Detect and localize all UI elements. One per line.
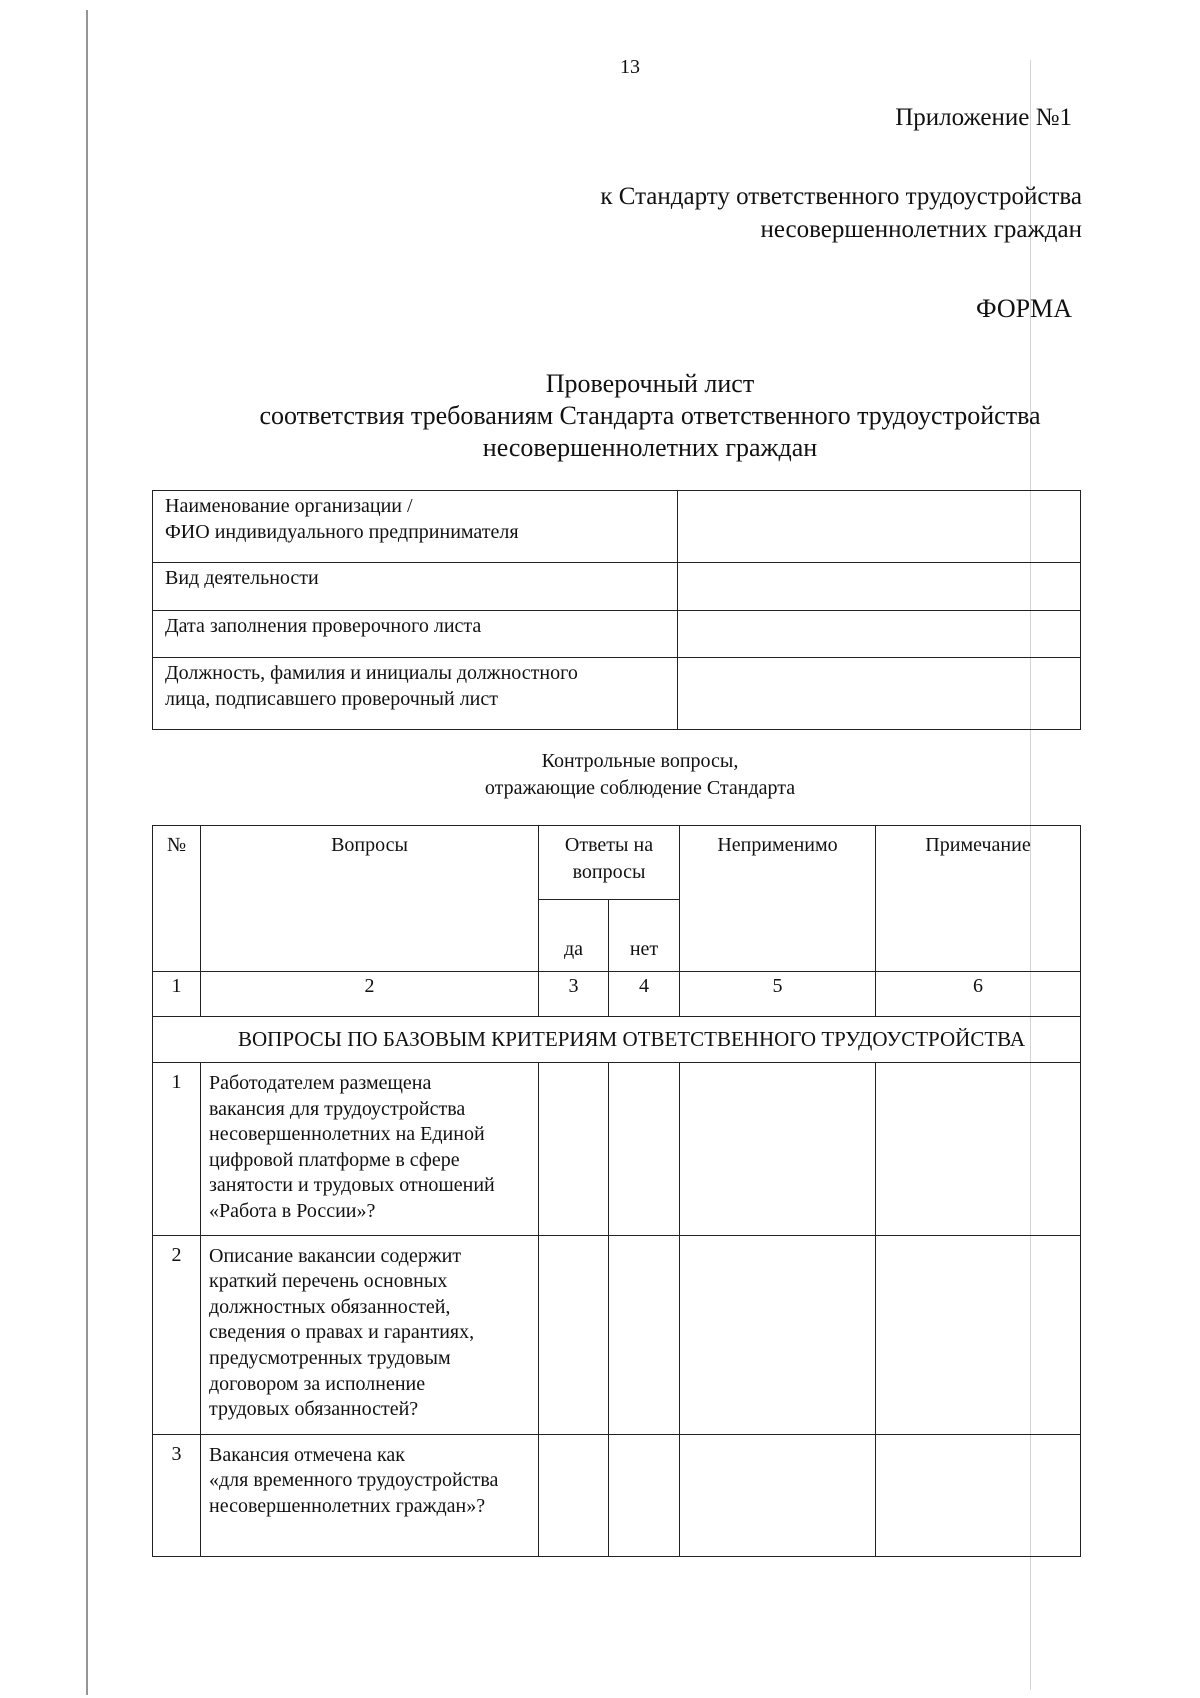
not-applicable-cell[interactable] [680, 1235, 876, 1434]
question-row [153, 1434, 1081, 1556]
answer-no-cell[interactable] [609, 1063, 680, 1236]
info-row-organization [153, 491, 1081, 563]
column-number: 3 [539, 972, 609, 1017]
column-header-yes: да [539, 900, 609, 972]
note-cell[interactable] [876, 1063, 1081, 1236]
appendix-reference [600, 180, 1082, 246]
section-title: ВОПРОСЫ ПО БАЗОВЫМ КРИТЕРИЯМ ОТВЕТСТВЕННОГО ТРУДОУСТРОЙСТВА [153, 1017, 1081, 1063]
info-label: Дата заполнения проверочного листа [153, 611, 678, 658]
info-value-field[interactable] [678, 611, 1081, 658]
answer-yes-cell[interactable] [539, 1235, 609, 1434]
column-header-questions: Вопросы [201, 826, 539, 972]
question-number: 1 [153, 1063, 201, 1236]
info-row-signer [153, 658, 1081, 730]
header-row [153, 826, 1081, 900]
form-label: ФОРМА [976, 294, 1072, 323]
title-line3: несовершеннолетних граждан [482, 433, 818, 462]
column-number: 6 [876, 972, 1081, 1017]
answer-no-cell[interactable] [609, 1235, 680, 1434]
appendix-number: Приложение №1 [895, 104, 1072, 131]
question-number: 3 [153, 1434, 201, 1556]
section-row [153, 1017, 1081, 1063]
info-label: Наименование организации / ФИО индивидуального предпринимателя [153, 491, 678, 563]
question-number: 2 [153, 1235, 201, 1434]
control-questions-table [152, 825, 1081, 1557]
question-text: Описание вакансии содержит краткий перечень основных должностных обязанностей, сведения о правах и гарантиях, предусмотренных трудовым договором за исполнение трудовых обязанностей? [201, 1235, 539, 1434]
answer-yes-cell[interactable] [539, 1434, 609, 1556]
column-header-answers: Ответы на вопросы [539, 826, 680, 900]
info-label: Должность, фамилия и инициалы должностного лица, подписавшего проверочный лист [153, 658, 678, 730]
info-row-activity [153, 563, 1081, 611]
questions-heading-line1: Контрольные вопросы, [541, 750, 739, 772]
question-row [153, 1235, 1081, 1434]
column-header-number: № [153, 826, 201, 972]
question-row [153, 1063, 1081, 1236]
column-number: 4 [609, 972, 680, 1017]
question-text: Работодателем размещена вакансия для трудоустройства несовершеннолетних на Единой цифровой платформе в сфере занятости и трудовых отношений «Работа в России»? [201, 1063, 539, 1236]
column-number-row [153, 972, 1081, 1017]
note-cell[interactable] [876, 1235, 1081, 1434]
info-row-date [153, 611, 1081, 658]
column-header-note: Примечание [876, 826, 1081, 972]
column-header-no: нет [609, 900, 680, 972]
info-label: Вид деятельности [153, 563, 678, 611]
info-value-field[interactable] [678, 658, 1081, 730]
note-cell[interactable] [876, 1434, 1081, 1556]
appendix-reference-line1: к Стандарту ответственного трудоустройства [600, 183, 1082, 210]
not-applicable-cell[interactable] [680, 1434, 876, 1556]
document-title [200, 368, 1100, 464]
column-number: 1 [153, 972, 201, 1017]
page-number: 13 [620, 56, 640, 78]
column-number: 5 [680, 972, 876, 1017]
not-applicable-cell[interactable] [680, 1063, 876, 1236]
organization-info-table [152, 490, 1081, 730]
column-number: 2 [201, 972, 539, 1017]
appendix-reference-line2: несовершеннолетних граждан [760, 216, 1082, 243]
questions-heading [380, 748, 900, 802]
column-header-not-applicable: Неприменимо [680, 826, 876, 972]
info-value-field[interactable] [678, 491, 1081, 563]
info-value-field[interactable] [678, 563, 1081, 611]
question-text: Вакансия отмечена как «для временного трудоустройства несовершеннолетних граждан»? [201, 1434, 539, 1556]
answer-no-cell[interactable] [609, 1434, 680, 1556]
answer-yes-cell[interactable] [539, 1063, 609, 1236]
questions-heading-line2: отражающие соблюдение Стандарта [484, 777, 796, 799]
title-line1: Проверочный лист [545, 369, 755, 398]
title-line2: соответствия требованиям Стандарта ответственного трудоустройства [259, 401, 1041, 430]
scan-edge-left [86, 10, 88, 1695]
